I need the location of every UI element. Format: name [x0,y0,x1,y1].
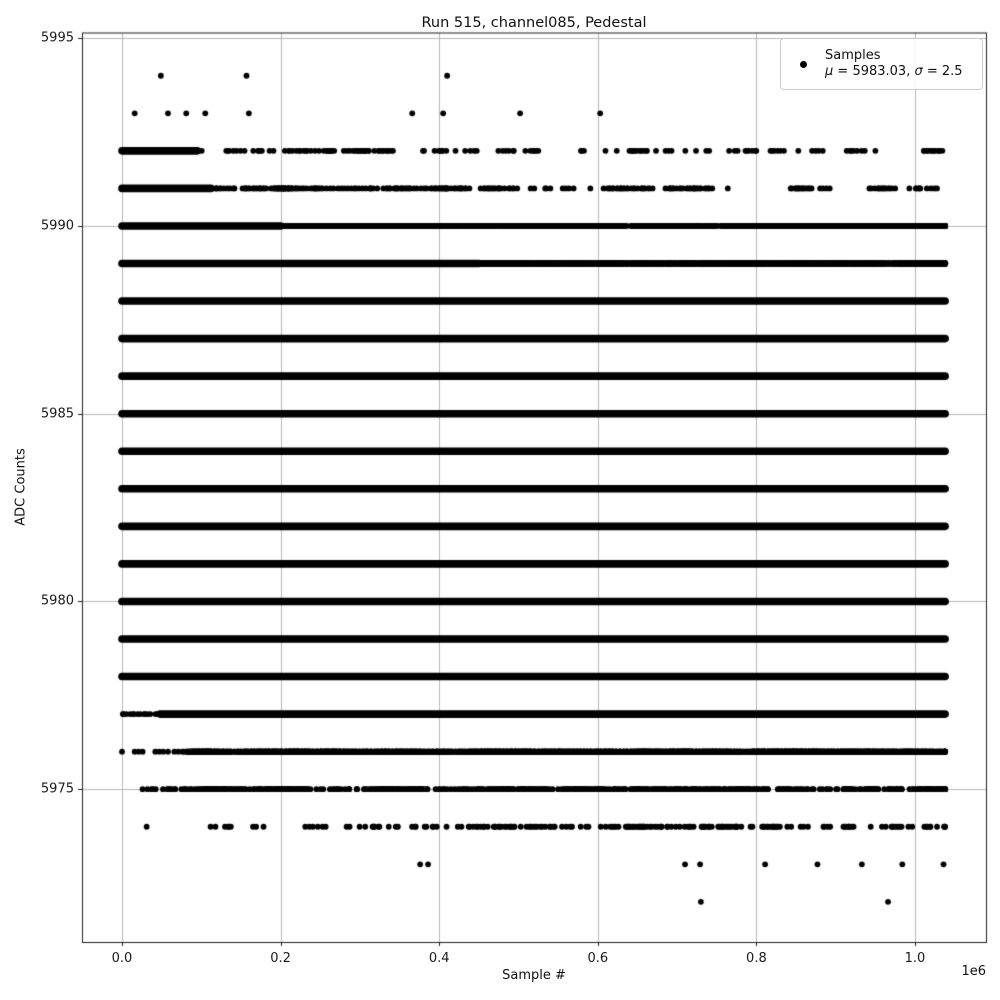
y-tick-label: 5995 [40,30,74,46]
y-tick-label: 5975 [40,781,74,797]
chart-title: Run 515, channel085, Pedestal [421,15,647,31]
x-axis-offset-label: 1e6 [961,964,986,979]
x-tick-label: 0.8 [746,951,767,966]
mu-symbol: μ [825,64,834,79]
y-tick-label: 5990 [40,218,74,234]
y-tick-label: 5985 [40,406,74,422]
legend-entry-samples: Samples [825,47,881,63]
x-tick-label: 1.0 [904,951,926,966]
legend-labels [825,48,963,81]
legend-sample-marker-icon [800,61,807,68]
x-tick-label: 0.0 [111,951,133,966]
y-axis-label: ADC Counts [13,448,29,526]
sigma-symbol: σ [914,64,923,79]
x-tick-label: 0.4 [428,951,450,966]
x-tick-label: 0.6 [587,951,609,966]
legend-entry-stats [825,64,963,81]
legend-marker-column [781,61,825,68]
x-axis-label: Sample # [502,968,566,983]
legend [780,38,983,90]
x-tick-label: 0.2 [270,951,291,966]
y-tick-label: 5980 [40,593,74,609]
sigma-value: = 2.5 [922,64,963,79]
mu-value: = 5983.03, [833,64,915,79]
